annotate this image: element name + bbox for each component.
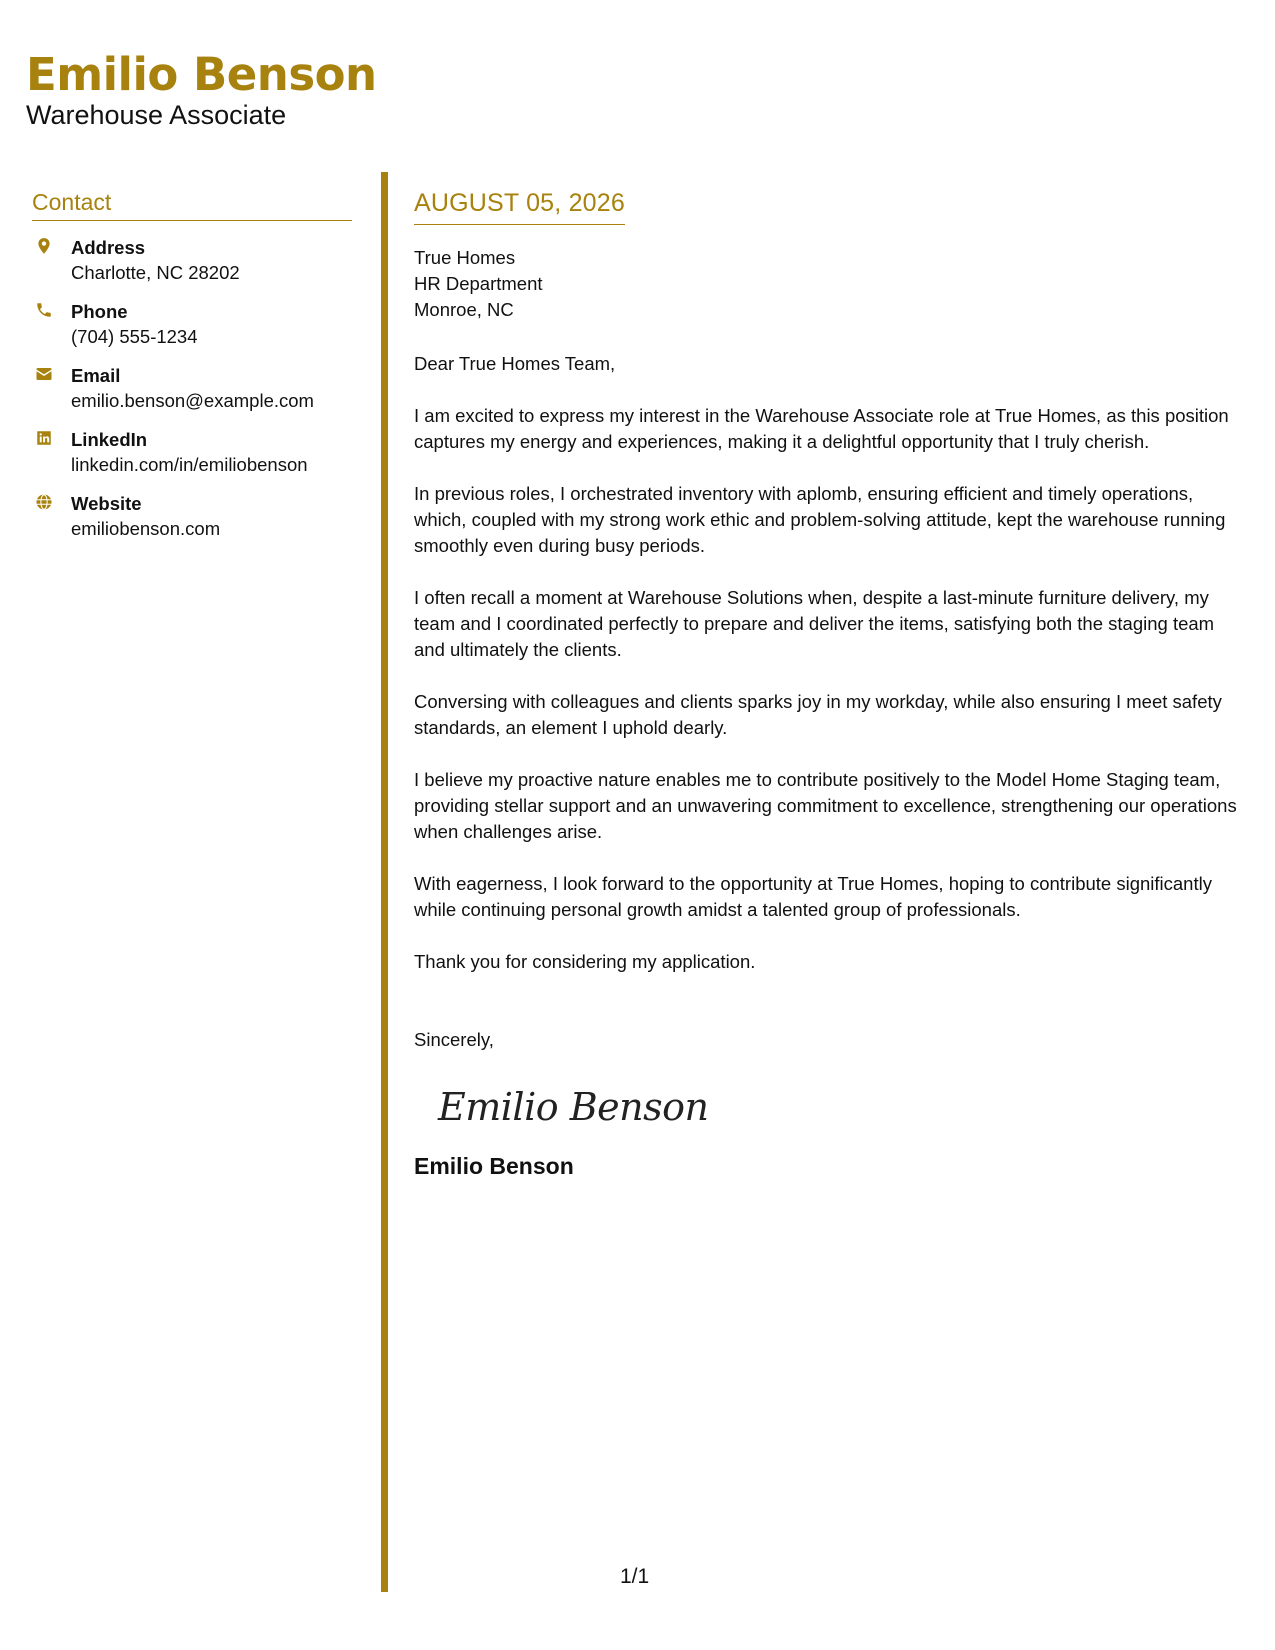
contact-label-email: Email [71,365,121,387]
letter-paragraph: I am excited to express my interest in the Warehouse Associate role at True Homes, as this position captures my energy and experiences, making it a delightful opportunity that I truly cherish. [414,404,1229,452]
letter-paragraph: Conversing with colleagues and clients sparks joy in my workday, while also ensuring I meet safety standards, an element I uphold dearly. [414,690,1222,738]
page-number: 1/1 [620,1565,650,1588]
contact-value-address: Charlotte, NC 28202 [71,262,240,284]
contact-value-website: emiliobenson.com [71,518,221,540]
contact-item-phone [32,299,352,349]
closing: Sincerely, [414,1028,494,1050]
letter-body [414,190,1244,1179]
letter-paragraph: In previous roles, I orchestrated inventory with aplomb, ensuring efficient and timely operations, which, coupled with my strong work ethic and problem-solving attitude, kept the warehouse running smoothly even during busy periods. [414,482,1226,556]
contact-label-website: Website [71,493,142,515]
recipient-department: HR Department [414,272,543,294]
vertical-divider [381,172,388,1592]
contact-heading: Contact [32,190,352,221]
letter-date: AUGUST 05, 2026 [414,190,625,225]
contact-item-linkedin [32,427,352,477]
contact-sidebar [32,190,352,555]
letter-paragraph: Thank you for considering my application. [414,950,756,972]
applicant-name: Emilio Benson [26,48,377,101]
contact-value-email: emilio.benson@example.com [71,390,314,412]
letter-paragraph: I often recall a moment at Warehouse Solutions when, despite a last-minute furniture delivery, my team and I coordinated perfectly to prepare and deliver the items, satisfying both the staging team and ultimately the clients. [414,586,1215,660]
recipient-location: Monroe, NC [414,298,514,320]
job-title: Warehouse Associate [26,100,287,130]
recipient-block [414,245,1244,323]
greeting: Dear True Homes Team, [414,352,616,374]
map-pin-icon [35,237,53,255]
phone-icon [35,301,53,319]
recipient-company: True Homes [414,246,516,268]
contact-item-email [32,363,352,413]
globe-icon [35,493,53,511]
letter-paragraph: I believe my proactive nature enables me to contribute positively to the Model Home Staging team, providing stellar support and an unwavering commitment to excellence, strengthening our operations when challenges arise. [414,768,1237,842]
envelope-icon [35,365,53,383]
contact-value-phone: (704) 555-1234 [71,326,198,348]
contact-value-linkedin: linkedin.com/in/emiliobenson [71,454,308,476]
signed-name: Emilio Benson [414,1152,574,1179]
handwritten-signature: Emilio Benson [438,1084,709,1129]
contact-item-website [32,491,352,541]
linkedin-icon [35,429,53,447]
contact-label-linkedin: LinkedIn [71,429,148,451]
contact-item-address [32,235,352,285]
contact-label-address: Address [71,237,146,259]
contact-label-phone: Phone [71,301,128,323]
letter-paragraph: With eagerness, I look forward to the opportunity at True Homes, hoping to contribute significantly while continuing personal growth amidst a talented group of professionals. [414,872,1212,920]
